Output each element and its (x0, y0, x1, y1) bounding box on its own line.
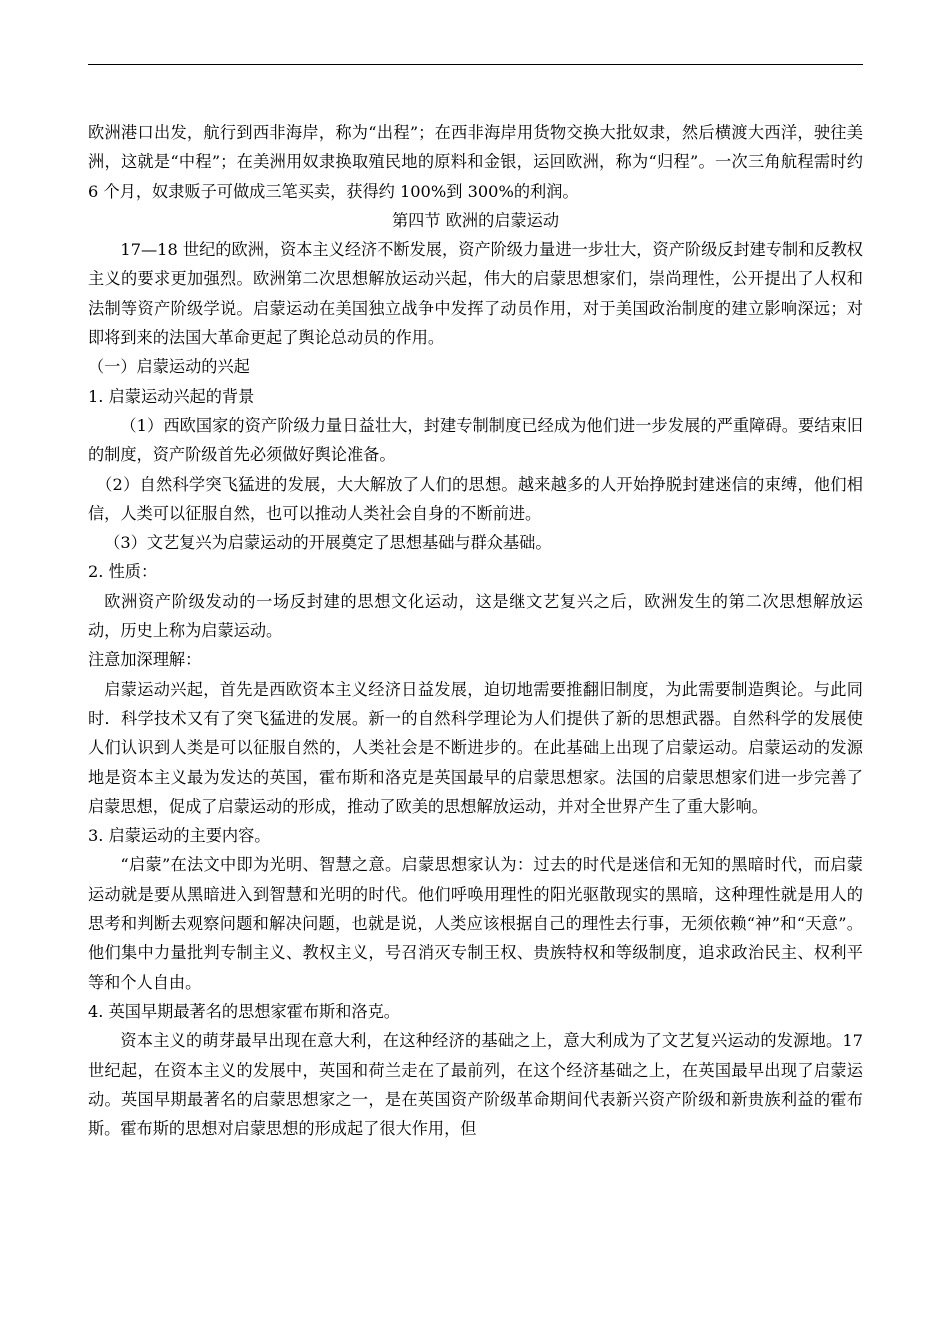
part1-heading: （一）启蒙运动的兴起 (88, 357, 250, 377)
item1-heading: 1. 启蒙运动兴起的背景 (88, 386, 255, 406)
content-paragraph: “启蒙”在法文中即为光明、智慧之意。启蒙思想家认为：过去的时代是迷信和无知的黑暗时代，而启蒙运动就是要从黑暗进入到智慧和光明的时代。他们呼唤用理性的阳光驱散现实的黑暗，这种理性就是用人的思考和判断去观察问题和解决问题，也就是说，人类应该根据自己的理性去行事，无须依赖“神”和“天意”。他们集中力量批判专制主义、教权主义，号召消灭专制王权、贵族特权和等级制度，追求政治民主、权利平等和个人自由。 (88, 855, 863, 992)
note-paragraph: 启蒙运动兴起，首先是西欧资本主义经济日益发展，迫切地需要推翻旧制度，为此需要制造舆论。与此同时．科学技术又有了突飞猛进的发展。新一的自然科学理论为人们提供了新的思想武器。自然科学的发展使人们认识到人类是可以征服自然的，人类社会是不断进步的。在此基础上出现了启蒙运动。启蒙运动的发源地是资本主义最为发达的英国，霍布斯和洛克是英国最早的启蒙思想家。法国的启蒙思想家们进一步完善了启蒙思想，促成了启蒙运动的形成，推动了欧美的思想解放运动，并对全世界产生了重大影响。 (88, 679, 863, 816)
item2-heading: 2. 性质： (88, 562, 158, 582)
nature-paragraph: 欧洲资产阶级发动的一场反封建的思想文化运动，这是继文艺复兴之后，欧洲发生的第二次思想解放运动，历史上称为启蒙运动。 (88, 591, 863, 641)
hobbes-paragraph: 资本主义的萌芽最早出现在意大利，在这种经济的基础之上，意大利成为了文艺复兴运动的发源地。17 世纪起，在资本主义的发展中，英国和荷兰走在了最前列，在这个经济基础之上，在英国最早出现了启蒙运动。英国早期最著名的启蒙思想家之一，是在英国资产阶级革命期间代表新兴资产阶级和新贵族利益的霍布斯。霍布斯的思想对启蒙思想的形成起了很大作用，但 (88, 1031, 863, 1139)
document-body (88, 118, 863, 1143)
background-point-2: （2）自然科学突飞猛进的发展，大大解放了人们的思想。越来越多的人开始挣脱封建迷信的束缚，他们相信，人类可以征服自然，也可以推动人类社会自身的不断前进。 (88, 474, 863, 523)
item3-heading: 3. 启蒙运动的主要内容。 (88, 826, 271, 846)
item4-heading: 4. 英国早期最著名的思想家霍布斯和洛克。 (88, 1001, 400, 1021)
background-point-1: （1）西欧国家的资产阶级力量日益壮大，封建专制制度已经成为他们进一步发展的严重障碍。要结束旧的制度，资产阶级首先必须做好舆论准备。 (88, 415, 863, 465)
header-rule (88, 64, 863, 65)
background-point-3: （3）文艺复兴为启蒙运动的开展奠定了思想基础与群众基础。 (104, 533, 552, 553)
section-intro-paragraph: 17—18 世纪的欧洲，资本主义经济不断发展，资产阶级力量进一步壮大，资产阶级反封建专制和反教权主义的要求更加强烈。欧洲第二次思想解放运动兴起，伟大的启蒙思想家们，崇尚理性，公开提出了人权和法制等资产阶级学说。启蒙运动在美国独立战争中发挥了动员作用，对于美国政治制度的建立影响深远；对即将到来的法国大革命更起了舆论总动员的作用。 (88, 240, 863, 348)
note-heading: 注意加深理解： (88, 650, 202, 670)
intro-paragraph: 欧洲港口出发，航行到西非海岸，称为“出程”；在西非海岸用货物交换大批奴隶，然后横渡大西洋，驶往美洲，这就是“中程”；在美洲用奴隶换取殖民地的原料和金银，运回欧洲，称为“归程”。一次三角航程需时约 6 个月，奴隶贩子可做成三笔买卖，获得约 100%到 300%的利润。 (88, 123, 863, 201)
section-title: 第四节 欧洲的启蒙运动 (391, 210, 560, 230)
